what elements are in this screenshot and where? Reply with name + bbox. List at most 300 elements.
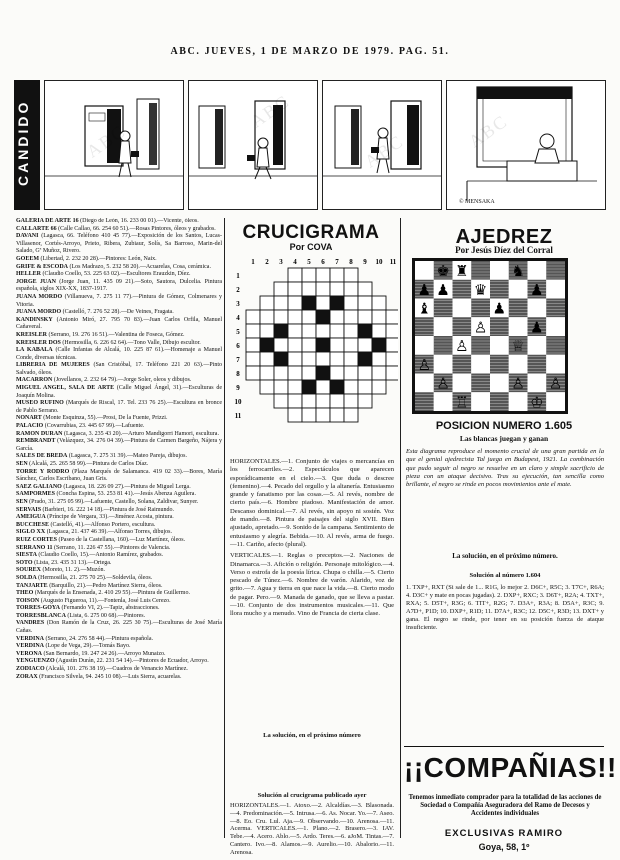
crossword-cell (358, 296, 372, 310)
chess-light-square (546, 317, 565, 336)
gallery-entry (16, 545, 222, 553)
crossword-col-number: 5 (307, 258, 311, 266)
crossword-cell (316, 394, 330, 408)
crossword-cell (372, 310, 386, 324)
cartoon-panel-2 (188, 80, 318, 210)
crossword-black-cell (316, 338, 330, 352)
chess-piece: ♙ (417, 355, 432, 374)
gallery-name: SIESTA (16, 552, 37, 559)
crossword-black-cell (330, 380, 344, 394)
gallery-name: GRIFE & ESCODA (16, 263, 69, 270)
chess-light-square (528, 374, 547, 393)
gallery-details: (Antonio Miró, 27. 795 70 83).—Juan Carlos Orfila, Manuel Cañaveral. (16, 316, 222, 331)
crossword-cell (288, 268, 302, 282)
crossword-cell (260, 380, 274, 394)
crossword-cell (372, 324, 386, 338)
crossword-row-number: 4 (236, 314, 240, 322)
chess-piece: ♙ (455, 337, 469, 355)
chess-dark-square (415, 317, 434, 336)
crossword-black-cell (274, 352, 288, 366)
crossword-clues (230, 458, 394, 619)
chess-light-square (453, 299, 472, 318)
gallery-entry (16, 620, 222, 635)
crossword-cell (260, 296, 274, 310)
crossword-cell (330, 366, 344, 380)
gallery-details: (Lista, 6. 275 00 68).—Pintores. (65, 612, 146, 619)
crossword-row-number: 7 (236, 356, 240, 364)
gallery-name: LIBRERIA DE MUJERES (16, 362, 90, 369)
gallery-entry (16, 317, 222, 332)
companias-text: Tenemos inmediato comprador para la totalidad de las acciones de Sociedad o Compañía Aseguradora del Ramo de Decesos y Accidentes individuales (408, 794, 602, 818)
gallery-details: (Libertad, 2. 232 20 28).—Pintores: León, Naix. (39, 255, 157, 262)
gallery-details: (Lagasca, 7. 275 31 39).—Mateo Pareja, dibujos. (67, 453, 187, 460)
crossword-cell (386, 310, 398, 324)
gallery-name: LA KABALA (16, 347, 53, 354)
crossword-row-number: 9 (236, 384, 240, 392)
crossword-cell (316, 282, 330, 296)
crossword-cell (372, 352, 386, 366)
crossword-cell (344, 408, 358, 422)
gallery-name: JUANA MORDO (16, 293, 63, 300)
crossword-cell (288, 380, 302, 394)
chess-dark-square (471, 374, 490, 393)
crossword-cell (302, 408, 316, 422)
gallery-name: SEN (16, 461, 28, 467)
crossword-black-cell (302, 380, 316, 394)
crossword-cell (316, 268, 330, 282)
chess-piece: ♚ (436, 262, 450, 280)
chess-piece: ♟ (530, 280, 544, 299)
chess-piece: ♜ (455, 262, 469, 280)
gallery-entry (16, 469, 222, 484)
chess-piece: ♙ (473, 318, 488, 337)
gallery-details: (Hermosilla, 6. 226 62 64).—Tono Valle, Dibujo escultor. (60, 339, 201, 346)
gallery-name: SAMPORMES (16, 491, 55, 498)
cartoon-title: CANDIDO (15, 99, 31, 187)
chess-piece: ♝ (417, 299, 432, 318)
crossword-cell (274, 296, 288, 310)
gallery-name: CALLARTE 66 (16, 225, 57, 232)
crossword-cell (288, 408, 302, 422)
chess-light-square (528, 299, 547, 318)
gallery-details: (Don Ramón de la Cruz, 26. 225 30 75).—Esculturas de José María Cañas. (16, 620, 222, 635)
chess-dark-square (453, 280, 472, 299)
chess-light-square (490, 336, 509, 355)
gallery-name: SEN (16, 498, 28, 505)
crossword-cell (288, 296, 302, 310)
chess-piece: ♔ (530, 393, 544, 411)
gallery-details: (Villanueva, 7. 275 11 77).—Pintura de Gómez, Colmenares y Vitoria. (16, 293, 222, 308)
chess-solution-heading: Solución al número 1.604 (469, 572, 541, 579)
companias-exclusivas: EXCLUSIVAS RAMIRO (444, 828, 564, 839)
gallery-entry (16, 438, 222, 453)
column-divider (400, 218, 401, 838)
crossword-cell (358, 282, 372, 296)
gallery-name: SAEZ GALIANO (16, 483, 62, 490)
crossword-cell (386, 352, 398, 366)
crossword-col-number: 8 (349, 258, 353, 266)
gallery-details: (Príncipe de Vergara, 33).—Jiménez Acosta, pintura. (45, 514, 174, 521)
crossword-cell (274, 380, 288, 394)
chess-light-square (471, 355, 490, 374)
gallery-details: (Covarrubias, 23. 445 67 99).—Lafuente. (43, 423, 145, 430)
gallery-details: (Francisco Silvela, 94. 245 10 08).—Luis Sierra, acuarelas. (37, 673, 182, 680)
crossword-cell (274, 366, 288, 380)
crossword-black-cell (316, 366, 330, 380)
crossword-cell (246, 352, 260, 366)
crossword-cell (288, 366, 302, 380)
crossword-cell (316, 380, 330, 394)
crossword-solution: HORIZONTALES.—1. Atoxo.—2. Alcaldías.—3. Blasonada.—4. Predominación.—5. Intrusa.—6. As. Nocar. Yo.—7. Aseo.—8. Eo. Cru. Lul. Aja.—9. Observando.—10. Arenosa.—11. Acerma. VERTICALES.—1. Plano.—2. Brasero.—3. IAV. Tebe.—4. Acero. Ablo.—5. Ardo. Teres.—6. aJoM. Tintas.—7. Cantero. Ivo.—8. Alamos.—9. Aurelio.—10. Abalorio.—11. Arenosa. (230, 802, 394, 856)
crossword-black-cell (316, 310, 330, 324)
chess-light-square (509, 355, 528, 374)
crossword-cell (246, 366, 260, 380)
crossword-black-cell (330, 296, 344, 310)
gallery-details: (Diego de León, 16. 233 00 01).—Vicente, óleos. (78, 218, 199, 224)
chess-piece: ♙ (436, 374, 450, 393)
chess-next-label: La solución, en el próximo número. (452, 552, 558, 560)
gallery-name: REMBRANDT (16, 438, 56, 445)
crossword-col-number: 7 (335, 258, 339, 266)
crossword-cell (372, 366, 386, 380)
gallery-name: JORGE JUAN (16, 278, 56, 285)
gallery-entry (16, 347, 222, 362)
crossword-cell (288, 338, 302, 352)
crossword-cell (302, 310, 316, 324)
gallery-name: KREISLER DOS (16, 339, 61, 346)
crossword-author: Por COVA (289, 242, 333, 252)
gallery-details: (Lagasca, 18. 226 09 27).—Pintura de Miguel Lerga. (61, 483, 191, 490)
crossword-col-number: 1 (251, 258, 255, 266)
gallery-entry (16, 453, 222, 461)
crossword-grid (222, 250, 398, 456)
gallery-name: ZORAX (16, 673, 38, 680)
crossword-cell (260, 352, 274, 366)
art-galleries-list (16, 218, 222, 833)
gallery-name: GALERIA DE ARTE 16 (16, 218, 79, 224)
gallery-name: MACARRON (16, 377, 53, 384)
crossword-cell (288, 324, 302, 338)
crossword-row-number: 8 (236, 370, 240, 378)
gallery-name: SOTO (16, 559, 33, 566)
gallery-entry (16, 233, 222, 256)
gallery-details: (Calle Infantas de Alcalá, 10. 225 87 61).—Homenaje a Manuel Conde, diversas técnicas. (16, 347, 222, 361)
cartoon-title-box (14, 80, 40, 210)
crossword-cell (386, 324, 398, 338)
gallery-name: SOUREX (16, 567, 42, 574)
crossword-cell (302, 366, 316, 380)
crossword-cell (302, 394, 316, 408)
chess-light-square (528, 336, 547, 355)
gallery-details: (Castelló, 7. 276 52 28).—De Veines, Fragata. (61, 309, 174, 316)
crossword-row-number: 6 (236, 342, 240, 350)
gallery-details: (Alcalá, 101. 276 38 19).—Cuadros de Venancio Martínez. (44, 666, 188, 673)
chess-light-square (528, 261, 547, 280)
crossword-cell (330, 282, 344, 296)
gallery-entry (16, 499, 222, 507)
chess-light-square (471, 392, 490, 411)
chess-piece: ♟ (530, 318, 544, 337)
crossword-cell (358, 310, 372, 324)
chess-light-square (434, 392, 453, 411)
crossword-cell (260, 366, 274, 380)
gallery-name: ZODIACO (16, 666, 45, 673)
crossword-cell (316, 408, 330, 422)
chess-dark-square (415, 392, 434, 411)
crossword-col-number: 6 (321, 258, 325, 266)
crossword-cell (330, 352, 344, 366)
chess-light-square (546, 355, 565, 374)
chess-light-square (546, 392, 565, 411)
page-header: ABC. JUEVES, 1 DE MARZO DE 1979. PAG. 51. (170, 46, 450, 57)
gallery-name: VERDINA (16, 635, 45, 642)
gallery-entry (16, 385, 222, 400)
gallery-name: SIGLO XX (16, 529, 46, 536)
chess-dark-square (546, 336, 565, 355)
gallery-details: (San Cristóbal, 17. Teléfono 221 20 63).—Pinto Salvado, óleos. (16, 362, 222, 376)
crossword-cell (288, 282, 302, 296)
crossword-col-number: 2 (265, 258, 269, 266)
crossword-cell (344, 310, 358, 324)
gallery-name: GOEEM (16, 255, 40, 262)
crossword-cell (344, 352, 358, 366)
gallery-entry (16, 332, 222, 340)
gallery-details: (San Bernardo, 19. 247 24 26).—Arroyo Munaizo. (42, 650, 166, 657)
cartoon-drawing-3 (323, 81, 442, 210)
gallery-details: (Castelló, 41).—Alfonso Portero, escultura. (49, 521, 156, 528)
gallery-name: TORRE Y RODRO (16, 468, 70, 475)
crossword-cell (358, 394, 372, 408)
chess-light-square (434, 317, 453, 336)
crossword-cell (358, 338, 372, 352)
crossword-cell (274, 338, 288, 352)
chess-light-square (415, 374, 434, 393)
cartoon-panel-1 (44, 80, 184, 210)
cartoon-signature: © MENSAKA (459, 199, 495, 205)
gallery-name: HELLER (16, 271, 42, 278)
chess-light-square (509, 280, 528, 299)
gallery-entry (16, 529, 222, 537)
gallery-name: KREISLER (16, 331, 48, 338)
gallery-entry (16, 294, 222, 309)
gallery-entry (16, 461, 222, 469)
chess-light-square (453, 374, 472, 393)
cartoon-panel-4 (446, 80, 606, 210)
gallery-name: MIGUEL ANGEL, SALA DE ARTE (16, 385, 115, 392)
gallery-details: (Alcalá, 25. 265 58 99).—Pintura de Carlos Díaz. (27, 461, 149, 467)
gallery-details: (Serrano, 19. 276 16 51).—Valentina de Foseca, Gómez. (47, 331, 185, 338)
chess-dark-square (471, 336, 490, 355)
crossword-cell (246, 324, 260, 338)
gallery-entry (16, 567, 222, 575)
gallery-details: (Barquillo, 21).—Pedro Martínez Sierra, óleos. (47, 582, 163, 589)
gallery-entry (16, 605, 222, 613)
chess-solution: 1. TXP+, RXT (Si sale de 1... R1G, lo mejor 2. D6C+, R5C; 3. T7C+, R6A; 4. D3C+ y mate en pocas jugadas). 2. DXP+, RXC; 3. D6T+, R2A; 4. TXT+, RXA; 5. D5T+, R3G; 6. TIT+, R2G; 7. D3A+, R3A; 8. D5A+, R3C; 9. A7D+, P1D; 10. DXP+, R1D; 11. D7A+, R3C; 12. D5C+, R3D; 13. DXT+ y gana. El negro se rinde, por tener en su posición fuerza de ataque insuficiente. (406, 584, 604, 631)
gallery-entry (16, 279, 222, 294)
chess-light-square (546, 280, 565, 299)
crossword-cell (302, 352, 316, 366)
gallery-details: (Hermosilla, 21. 275 70 25).—Soldevila, óleos. (36, 574, 153, 581)
crossword-cell (302, 268, 316, 282)
gallery-name: BUCCHESE (16, 521, 50, 528)
crossword-cell (288, 310, 302, 324)
chess-light-square (434, 355, 453, 374)
chess-dark-square (509, 299, 528, 318)
chess-dark-square (453, 355, 472, 374)
crossword-cell (246, 310, 260, 324)
crossword-cell (302, 338, 316, 352)
crossword-cell (330, 310, 344, 324)
crossword-col-number: 9 (363, 258, 367, 266)
gallery-entry (16, 256, 222, 264)
crossword-col-number: 10 (375, 258, 383, 266)
chess-light-square (509, 317, 528, 336)
chess-dark-square (453, 317, 472, 336)
crossword-cell (330, 338, 344, 352)
crossword-cell (344, 296, 358, 310)
chess-board (415, 261, 565, 411)
crossword-cell (316, 352, 330, 366)
chess-dark-square (546, 299, 565, 318)
gallery-entry (16, 400, 222, 415)
gallery-name: AMEIGUA (16, 514, 46, 521)
cartoon-drawing-4 (447, 81, 606, 210)
crossword-black-cell (372, 338, 386, 352)
gallery-entry (16, 491, 222, 499)
gallery-name: KANDINSKY (16, 316, 53, 323)
gallery-details: (Lagasca, 21. 437 46 39).—Alfonso Torres, dibujos. (45, 529, 172, 536)
crossword-cell (344, 366, 358, 380)
gallery-details: (Serrano, 24. 276 58 44).—Pintura española. (44, 635, 153, 642)
chess-dark-square (546, 261, 565, 280)
gallery-name: SERVAIS (16, 506, 42, 513)
crossword-next-label: La solución, en el próximo número (263, 732, 361, 739)
chess-light-square (415, 336, 434, 355)
gallery-name: TORRESBLANCA (16, 612, 66, 619)
chess-piece: ♕ (511, 337, 525, 355)
chess-light-square (415, 261, 434, 280)
crossword-cell (316, 296, 330, 310)
crossword-cell (372, 380, 386, 394)
gallery-details: (Lagasca, 3. 235 43 20).—Arturo Mandigorri Hamori, escultura. (62, 430, 219, 437)
chess-piece: ♙ (511, 374, 525, 393)
gallery-name: MUSEO RUFINO (16, 400, 64, 407)
cartoon-drawing-1 (45, 81, 184, 210)
chess-light-square (490, 261, 509, 280)
crossword-black-cell (358, 324, 372, 338)
gallery-entry (16, 218, 222, 226)
gallery-name: DAVANI (16, 233, 39, 240)
gallery-details: (Lope de Vega, 29).—Tomás Bayo. (44, 643, 131, 650)
crossword-cell (288, 394, 302, 408)
crossword-row-number: 10 (234, 398, 242, 406)
chess-description: Esta diagrama reproduce el momento crucial de una gran partida en la que el genial ajedrecista Tal juega en Budapest, 1921. La combinación que pudo seguir al negro se resuelve en un claro y simple sacrificio de pieza con un ataque decisivo. Tras su ejecución, tan sencilla como brillante, el negro se rinde en pocos movimientos ante el mate. (406, 448, 604, 489)
gallery-entry (16, 309, 222, 317)
gallery-name: JUANA MORDO (16, 309, 62, 316)
gallery-details: (Plaza Marqués de Salamanca. 419 02 33).—Bores, María Sánchez, Carlos Escribano, Juan Gris. (16, 468, 222, 483)
gallery-details: (Lista, 23. 435 31 13).—Ortega. (32, 559, 112, 566)
crossword-black-cell (260, 338, 274, 352)
gallery-name: VERONA (16, 650, 43, 657)
gallery-details: (Calle Miguel Ángel, 31).—Esculturas de Joaquín Molina. (16, 385, 222, 399)
gallery-entry (16, 583, 222, 591)
crossword-row-number: 11 (234, 412, 242, 420)
gallery-name: THEO (16, 590, 34, 597)
chess-position-title: POSICION NUMERO 1.605 (435, 420, 573, 432)
gallery-name: TANJARTE (16, 582, 48, 589)
crossword-cell (260, 310, 274, 324)
crossword-cell (260, 324, 274, 338)
crossword-black-cell (358, 352, 372, 366)
crossword-cell (358, 380, 372, 394)
gallery-entry (16, 643, 222, 651)
cartoon-panel-3 (322, 80, 442, 210)
companias-title: ¡¡COMPAÑIAS!! (404, 752, 617, 783)
gallery-entry (16, 377, 222, 385)
gallery-details: (Monte Esquinza, 55).—Prosi, De la Fuente, Prizzi. (41, 415, 168, 422)
crossword-cell (386, 366, 398, 380)
crossword-cell (302, 324, 316, 338)
chess-dark-square (490, 280, 509, 299)
chess-title: AJEDREZ (455, 226, 553, 248)
crossword-col-number: 3 (279, 258, 283, 266)
gallery-name: SALES DE BREDA (16, 453, 68, 460)
gallery-entry (16, 666, 222, 674)
gallery-details: (Claudio Coello, 15).—Antonio Ramírez, grabados. (36, 552, 164, 559)
gallery-name: TOISON (16, 597, 40, 604)
chess-dark-square (471, 299, 490, 318)
gallery-details: (Jovellanos, 2. 232 64 79).—Jorge Soler, oleos y dibujos. (52, 377, 192, 384)
crossword-cell (288, 352, 302, 366)
cartoon-drawing-2 (189, 81, 318, 210)
gallery-details: (Lagasca, 66. Teléfono 410 45 77).—Exposición de los Santos, Lucas-Villasenor, Cortés-Arroyo, Prieto, Ribera, Zubiaur, Solís, Sa Barroso, Marin-del Salado, Gª Muñoz, Rivero. (16, 233, 222, 255)
gallery-entry (16, 575, 222, 583)
gallery-entry (16, 362, 222, 377)
crossword-row-number: 5 (236, 328, 240, 336)
gallery-name: TORRES-GOYA (16, 605, 61, 612)
crossword-cell (330, 324, 344, 338)
gallery-entry (16, 423, 222, 431)
gallery-entry (16, 674, 222, 682)
gallery-entry (16, 590, 222, 598)
gallery-name: PALACIO (16, 423, 44, 430)
chess-dark-square (434, 336, 453, 355)
gallery-details: (Concha Espina, 53. 253 81 41).—Jesús Abenza Aguilera. (55, 491, 196, 498)
chess-position-subtitle: Las blancas juegan y ganan (459, 434, 549, 443)
crossword-black-cell (274, 324, 288, 338)
crossword-cell (330, 268, 344, 282)
gallery-name: NONART (16, 415, 42, 422)
crossword-cell (274, 282, 288, 296)
chess-dark-square (471, 261, 490, 280)
chess-piece: ♞ (511, 262, 525, 280)
crossword-cell (274, 394, 288, 408)
crossword-cell (246, 338, 260, 352)
crossword-horizontales: HORIZONTALES.—1. Conjunto de viajes o mercancías en los ferrocarriles.—2. Espectáculos que aparecen esporádicamente en el cielo.—3. Que duda o descree (femenino).—4. Pecado del orgullo y la altanería. Entusiasmo grande y fanatismo por las cosas.—5. Al revés, nombre de cierto país.—6. Hombre piadoso. Manifestación de amor. Descanso dominical.—7. Al revés, sin apoyo ni sostén. Voz de mando.—8. Pintura de paisajes del siglo XVII. Bien ajustado, apretado.—9. Sonido de la campana. Sentimiento de entusiasmo y alegría. Bebida.—10. Al revés, arma de fuego.—11. Cariño, afecto (plural). (230, 458, 394, 548)
gallery-entry (16, 340, 222, 348)
crossword-verticales: VERTICALES.—1. Reglas o preceptos.—2. Naciones de Dinamarca.—3. Afición o religión. Personaje mitológico.—4. Verso o estrofa de la poesía lírica. Chupa o chilla.—5. Cierto pescado de Túnez.—6. Nombre de varón. Alarido, voz de grito.—7. Agua y tierra en que nace la vida.—8. Cierto modo de pagar. Pero.—9. Manada de ganado, que se lleva a pastar.—10. Conjunto de dos instrumentos musicales.—11. Que llora mucho y a menudo. Vino de Francia de cierta clase. (230, 552, 394, 618)
crossword-col-number: 4 (293, 258, 297, 266)
ad-divider (404, 746, 604, 747)
gallery-details: (Prado, 31. 275 05 99).—Lafuente, Castello, Solana, Zaldivar, Sunyer. (27, 498, 199, 505)
gallery-details: (Agustín Durán, 22. 231 54 14).—Pintores de Ecuador, Arroyo. (54, 658, 209, 665)
crossword-row-number: 1 (236, 272, 240, 280)
gallery-entry (16, 415, 222, 423)
crossword-cell (358, 366, 372, 380)
crossword-solution-heading: Solución al crucigrama publicado ayer (257, 792, 367, 799)
gallery-details: (Claudio Coello, 53. 225 63 02).—Escultores Erauzkin, Díez. (41, 271, 191, 278)
gallery-entry (16, 537, 222, 545)
